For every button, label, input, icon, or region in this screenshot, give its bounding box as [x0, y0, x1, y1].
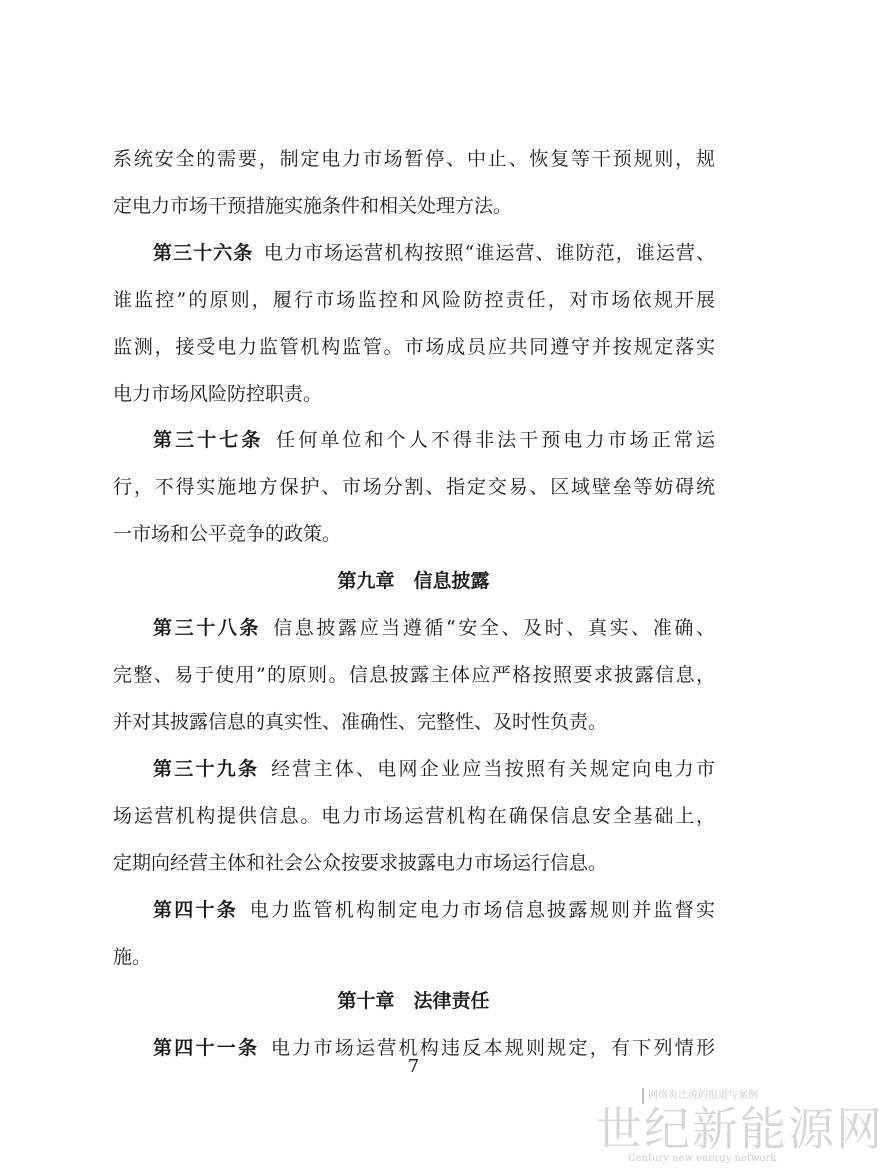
article-label: 第三十七条: [153, 429, 264, 451]
article-39: 第三十九条 经营主体、电网企业应当按照有关规定向电力市: [153, 758, 715, 780]
article-label: 第三十八条: [153, 617, 262, 639]
body-line: 施。: [113, 946, 152, 968]
body-line: 并对其披露信息的真实性、准确性、完整性、及时性负责。: [113, 711, 608, 733]
body-line: 电力市场风险防控职责。: [113, 383, 323, 405]
watermark-tagline: 网络炎比流的报道与案例: [642, 1088, 798, 1104]
chapter-heading: 第九章 信息披露: [337, 570, 490, 592]
page-number: 7: [407, 1056, 420, 1077]
body-line: 一市场和公平竞争的政策。: [113, 523, 342, 545]
article-label: 第四十一条: [153, 1037, 260, 1059]
chapter-heading: 第十章 法律责任: [337, 990, 490, 1012]
body-line: 完整、易于使用”的原则。信息披露主体应严格按照要求披露信息，: [113, 664, 715, 686]
body-line: 行，不得实施地方保护、市场分割、指定交易、区域壁垒等妨碍统: [113, 476, 715, 498]
body-line: 监测，接受电力监管机构监管。市场成员应共同遵守并按规定落实: [113, 336, 715, 358]
article-label: 第三十九条: [153, 758, 260, 780]
body-line: 定电力市场干预措施实施条件和相关处理方法。: [113, 195, 513, 217]
body-line: 场运营机构提供信息。电力市场运营机构在确保信息安全基础上，: [113, 805, 715, 827]
body-line: 系统安全的需要，制定电力市场暂停、中止、恢复等干预规则，规: [113, 148, 715, 170]
watermark-logo: 世纪新能源网: [596, 1102, 884, 1156]
article-label: 第三十六条: [153, 242, 254, 264]
article-36: 第三十六条 电力市场运营机构按照“谁运营、谁防范，谁运营、: [153, 242, 715, 264]
article-label: 第四十条: [153, 899, 238, 921]
body-line: 定期向经营主体和社会公众按要求披露电力市场运行信息。: [113, 852, 608, 874]
article-38: 第三十八条 信息披露应当遵循“安全、及时、真实、准确、: [153, 617, 715, 639]
article-40: 第四十条 电力监管机构制定电力市场信息披露规则并监督实: [153, 899, 715, 921]
watermark-subtitle: Century new energy network: [628, 1153, 777, 1164]
article-41: 第四十一条 电力市场运营机构违反本规则规定，有下列情形: [153, 1037, 715, 1059]
body-line: 谁监控”的原则，履行市场监控和风险防控责任，对市场依规开展: [113, 289, 715, 311]
article-37: 第三十七条 任何单位和个人不得非法干预电力市场正常运: [153, 429, 715, 451]
